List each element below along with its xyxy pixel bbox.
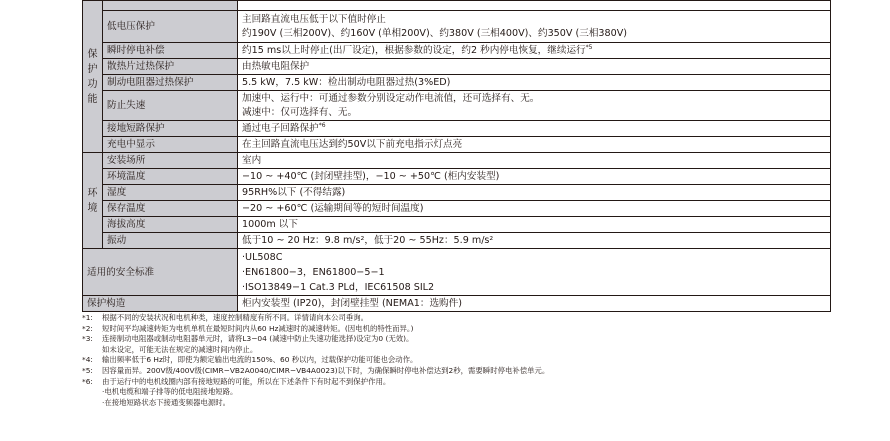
- table-row: [83, 11, 831, 43]
- footnote-mark: *1:: [82, 313, 93, 322]
- row-value-humidity: 95RH%以下 (不得结露): [238, 185, 831, 201]
- group-protection-label: [83, 1, 103, 153]
- table-row: [83, 233, 831, 249]
- group-char: 环: [87, 187, 98, 199]
- table-row: [83, 121, 831, 137]
- footnote-text: 连接制动电阻器或制动电阻器单元时，请将L3−04 (减速中防止失速功能选择)设定为0 (无效)。: [102, 334, 414, 344]
- footnote-text: 输出频率低于6 Hz时，即使为额定输出电流的150%、60 秒以内，过载保护功能可能也会动作。: [102, 355, 418, 365]
- table-row: [83, 75, 831, 91]
- row-value-ground-fault: [238, 121, 831, 137]
- footnote-text: ·在接地短路状态下接通变频器电源时。: [102, 397, 230, 407]
- footnote-mark: *2:: [82, 323, 93, 333]
- table-row: [83, 91, 831, 121]
- table-row: [83, 185, 831, 201]
- row-value-altitude: 1000m 以下: [238, 217, 831, 233]
- row-label-heatsink-overheat: 散热片过热保护: [103, 59, 238, 75]
- footnote: [82, 324, 830, 335]
- table-row: [83, 249, 831, 296]
- row-label-ambient-temperature: 环境温度: [103, 169, 238, 185]
- footnote-mark: *6:: [82, 376, 93, 386]
- footnote: [82, 377, 830, 409]
- footnote: [82, 355, 830, 366]
- table-row: [83, 169, 831, 185]
- row-label-ground-fault: 接地短路保护: [103, 121, 238, 137]
- group-environment-label: [83, 153, 103, 249]
- value-line: 约15 ms以上时停止(出厂设定)，根据参数的设定，约2 秒内停电恢复，继续运行: [242, 45, 586, 56]
- table-row: [83, 43, 831, 59]
- group-char: 保: [87, 48, 98, 60]
- row-value-enclosure: 柜内安装型 (IP20)，封闭壁挂型 (NEMA1：选购件): [238, 296, 831, 312]
- row-value-installation-location: 室内: [238, 153, 831, 169]
- footnote-ref: *6: [318, 121, 326, 129]
- row-value-heatsink-overheat: 由热敏电阻保护: [238, 59, 831, 75]
- row-label-braking-resistor-overheat: 制动电阻器过热保护: [103, 75, 238, 91]
- row-label-momentary-power-loss: 瞬时停电补偿: [103, 43, 238, 59]
- table-row: [83, 1, 831, 11]
- row-label-cell: [103, 1, 238, 11]
- footnote-mark: *3:: [82, 334, 93, 344]
- table-row: [83, 153, 831, 169]
- row-value-ambient-temperature: −10 ~ +40℃ (封闭壁挂型)，−10 ~ +50℃ (柜内安装型): [238, 169, 831, 185]
- group-char: 境: [87, 202, 98, 214]
- footnote-text: 短时间平均减速转矩为电机单机在最短时间内从60 Hz减速时的减速转矩。(因电机的特性而异。): [102, 323, 414, 333]
- row-value-momentary-power-loss: [238, 43, 831, 59]
- footnotes: [82, 313, 830, 408]
- value-line: 约190V (三相200V)、约160V (单相200V)、约380V (三相400V)、约350V (三相380V): [242, 27, 628, 39]
- value-line: ·UL508C: [242, 251, 283, 263]
- footnote: [82, 334, 830, 355]
- row-value-undervoltage: [238, 11, 831, 43]
- row-value-cell: [238, 1, 831, 11]
- footnote-text: 如未设定，可能无法在规定的减速时间内停止。: [102, 344, 258, 354]
- specification-table: [82, 0, 831, 312]
- table-row: [83, 59, 831, 75]
- footnote-text: 因容量而异。200V级/400V级(CIMR−VB2A0040/CIMR−VB4A0023)以下时，为确保瞬时停电补偿达到2秒，需要瞬时停电补偿单元。: [102, 365, 550, 375]
- row-label-stall-prevention: 防止失速: [103, 91, 238, 121]
- table-row: [83, 217, 831, 233]
- table-row: [83, 296, 831, 312]
- row-value-charge-indicator: 在主回路直流电压达到约50V以下前充电指示灯点亮: [238, 137, 831, 153]
- row-label-charge-indicator: 充电中显示: [103, 137, 238, 153]
- value-line: 主回路直流电压低于以下值时停止: [242, 13, 386, 25]
- value-line: ·EN61800−3，EN61800−5−1: [242, 266, 385, 278]
- value-line: 通过电子回路保护: [242, 123, 319, 134]
- row-label-altitude: 海拔高度: [103, 217, 238, 233]
- row-value-safety-standards: [238, 249, 831, 296]
- row-label-enclosure: 保护构造: [83, 296, 238, 312]
- footnote: [82, 313, 830, 324]
- footnote-mark: *4:: [82, 355, 93, 365]
- group-char: 功: [87, 78, 98, 90]
- footnote-text: 由于运行中的电机线圈内部有接地短路的可能，所以在下述条件下有时起不到保护作用。: [102, 376, 391, 386]
- row-value-vibration: 低于10 ~ 20 Hz：9.8 m/s²，低于20 ~ 55Hz：5.9 m/s²: [238, 233, 831, 249]
- row-label-vibration: 振动: [103, 233, 238, 249]
- group-char: 护: [87, 63, 98, 75]
- group-char: 能: [87, 93, 98, 105]
- row-label-undervoltage: 低电压保护: [103, 11, 238, 43]
- value-line: ·ISO13849−1 Cat.3 PLd，IEC61508 SIL2: [242, 281, 435, 293]
- row-label-installation-location: 安装场所: [103, 153, 238, 169]
- footnote-text: 根据不同的安装状况和电机种类，速度控制精度有所不同。详情请向本公司垂询。: [102, 313, 369, 322]
- value-line: 加速中、运行中：可通过参数分别设定动作电流值，还可选择有、无。: [242, 92, 540, 104]
- row-label-safety-standards: 适用的安全标准: [83, 249, 238, 296]
- value-line: 减速中：仅可选择有、无。: [242, 106, 358, 118]
- footnote-mark: *5:: [82, 365, 93, 375]
- row-value-stall-prevention: [238, 91, 831, 121]
- footnote-text: ·电机电缆和端子排等的低电阻接地短路。: [102, 387, 238, 397]
- row-label-storage-temperature: 保存温度: [103, 201, 238, 217]
- row-label-humidity: 湿度: [103, 185, 238, 201]
- table-row: [83, 137, 831, 153]
- row-value-storage-temperature: −20 ~ +60℃ (运输期间等的短时间温度): [238, 201, 831, 217]
- footnote: [82, 366, 830, 377]
- table-row: [83, 201, 831, 217]
- row-value-braking-resistor-overheat: 5.5 kW，7.5 kW：检出制动电阻器过热(3%ED): [238, 75, 831, 91]
- footnote-ref: *5: [585, 43, 593, 51]
